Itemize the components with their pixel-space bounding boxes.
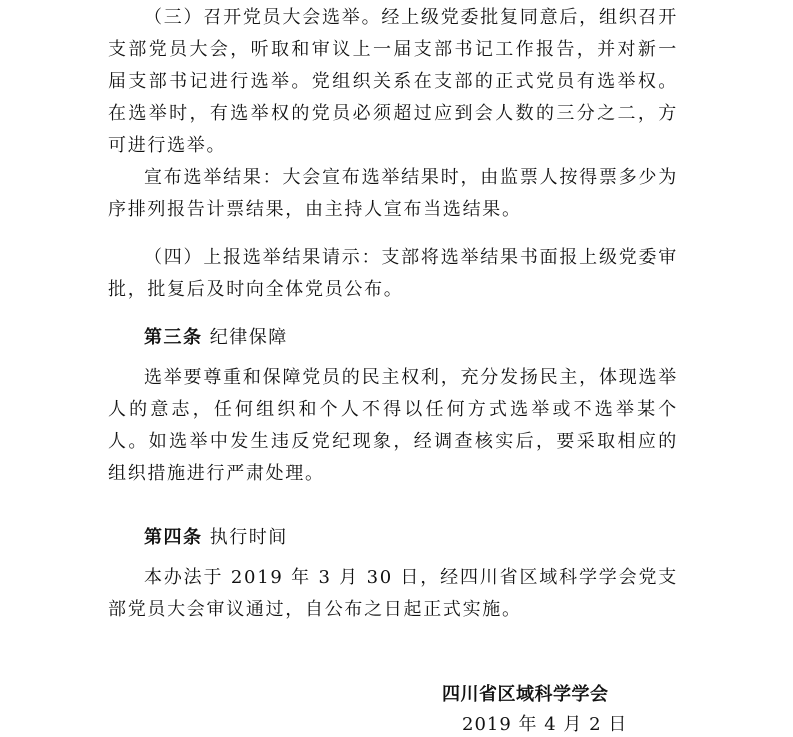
paragraph-discipline: 选举要尊重和保障党员的民主权利，充分发扬民主，体现选举人的意志，任何组织和个人不得以任何方式选举或不选举某个人。如选举中发生违反党纪现象，经调查核实后，要采取相应的组织措施进行严肃处理。 [108, 367, 678, 484]
article-three-heading [144, 322, 288, 354]
signature-organization: 四川省区域科学学会 [442, 684, 609, 705]
signature-date: 2019 年 4 月 2 日 [462, 714, 628, 735]
article-four-label: 第四条 [144, 527, 203, 548]
article-three-label: 第三条 [144, 327, 203, 348]
paragraph-report-result: （四）上报选举结果请示：支部将选举结果书面报上级党委审批，批复后及时向全体党员公布。 [108, 247, 678, 300]
article-four-heading [144, 522, 288, 554]
paragraph-election-meeting: （三）召开党员大会选举。经上级党委批复同意后，组织召开支部党员大会，听取和审议上一届支部书记工作报告，并对新一届支部书记进行选举。党组织关系在支部的正式党员有选举权。在选举时，有选举权的党员必须超过应到会人数的三分之二，方可进行选举。 [108, 7, 678, 156]
paragraph-effective-date: 本办法于 2019 年 3 月 30 日，经四川省区域科学学会党支部党员大会审议通过，自公布之日起正式实施。 [108, 567, 678, 620]
article-three-title: 纪律保障 [209, 327, 288, 348]
paragraph-announce-result: 宣布选举结果：大会宣布选举结果时，由监票人按得票多少为序排列报告计票结果，由主持人宣布当选结果。 [108, 167, 678, 220]
article-four-title: 执行时间 [209, 527, 288, 548]
